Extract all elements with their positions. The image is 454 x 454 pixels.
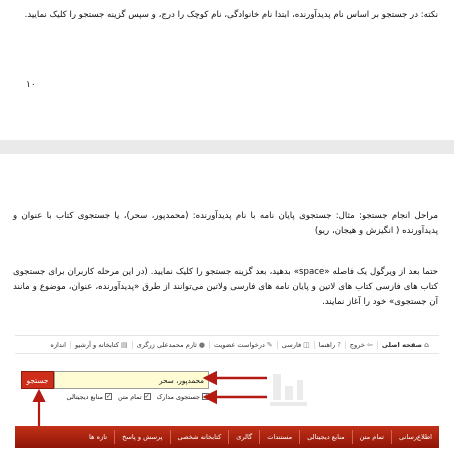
checkbox-full-text[interactable]: ✓ (144, 393, 150, 400)
nav-item-faq[interactable]: پرسش و پاسخ (114, 430, 169, 444)
archive-icon: ▤ (120, 340, 128, 349)
home-icon: ⌂ (423, 340, 429, 349)
register-label: درخواست عضویت (213, 340, 265, 349)
checkbox-documents[interactable]: ✓ (202, 393, 208, 400)
nav-item-personal-library[interactable]: کتابخانه شخصی (170, 430, 229, 444)
nav-item-gallery[interactable]: گالری (228, 430, 259, 444)
watermark-logo (270, 374, 307, 406)
catalog-toolbar (15, 336, 439, 354)
language-link[interactable] (277, 341, 314, 349)
register-icon: ✎ (266, 340, 273, 349)
space-instruction-paragraph: حتما بعد از ویرگول یک فاصله «space» بدهید، بعد گزینه جستجو را کلیک نمایید. (در این مرحله کاربران برای جستجوی کتاب های فارسی کتاب های لاتین و پایان نامه های فارسی ولاتین می‌توانند از طرق «پدیدآورنده، عنوان، موضوع و مانند آن جستجوی» خود را آغاز نمایند. (13, 267, 438, 307)
nav-item-information[interactable]: اطلاع‌رسانی (391, 430, 439, 444)
search-note: نکته: در جستجو بر اساس نام پدیدآورنده، ابتدا نام خانوادگی، نام کوچک را درج، و سپس گزینه جستجو را کلیک نمایید. (24, 10, 438, 20)
search-input[interactable] (54, 371, 209, 389)
search-options (29, 390, 209, 403)
help-label: راهنما (318, 340, 336, 349)
exit-icon: ⇦ (366, 340, 373, 349)
home-link[interactable] (377, 341, 433, 349)
page-separator (0, 140, 454, 154)
option-documents-label: جستجوی مدارک (156, 392, 200, 401)
search-bar (21, 371, 211, 390)
option-digital-resources[interactable] (67, 393, 112, 401)
option-digital-resources-label: منابع دیجیتالی (66, 392, 103, 401)
page-number: ۱۰ (26, 80, 36, 90)
language-icon: ◫ (303, 340, 310, 349)
catalog-screenshot (15, 335, 439, 447)
option-full-text[interactable] (118, 393, 151, 401)
help-icon: ? (337, 340, 341, 349)
nav-item-documents[interactable]: مستندات (259, 430, 299, 444)
user-link[interactable] (132, 341, 209, 349)
language-label: فارسی (281, 340, 302, 349)
register-link[interactable] (209, 341, 277, 349)
home-label: صفحه اصلی (381, 340, 422, 349)
nav-item-digital-resources[interactable]: منابع دیجیتالی (299, 430, 352, 444)
user-label: ثارم محمدعلی زرگری (136, 340, 197, 349)
user-icon: ● (198, 340, 205, 349)
option-full-text-label: تمام متن (117, 392, 142, 401)
size-label: اندازه (50, 340, 67, 349)
help-link[interactable] (314, 341, 345, 349)
option-documents[interactable] (157, 393, 209, 401)
main-nav-bar (15, 426, 439, 448)
nav-item-full-text[interactable]: تمام متن (352, 430, 391, 444)
exit-label: خروج (349, 340, 365, 349)
nav-item-news[interactable]: تازه ها (89, 433, 108, 441)
archive-label: کتابخانه و آرشیو (75, 340, 119, 349)
archive-link[interactable] (70, 341, 132, 349)
size-link[interactable] (46, 341, 70, 349)
page-10 (0, 0, 454, 140)
exit-link[interactable] (345, 341, 377, 349)
search-button[interactable]: جستجو (21, 371, 54, 389)
checkbox-digital-resources[interactable]: ✓ (105, 393, 111, 400)
search-steps-paragraph: مراحل انجام جستجو: مثال: جستجوی پایان نامه با نام پدیدآورنده: (محمدپور، سحر)، یا جستجوی کتاب با عنوان و پدیدآورنده ( انگیزش و هیجان، ریو) (13, 211, 438, 236)
